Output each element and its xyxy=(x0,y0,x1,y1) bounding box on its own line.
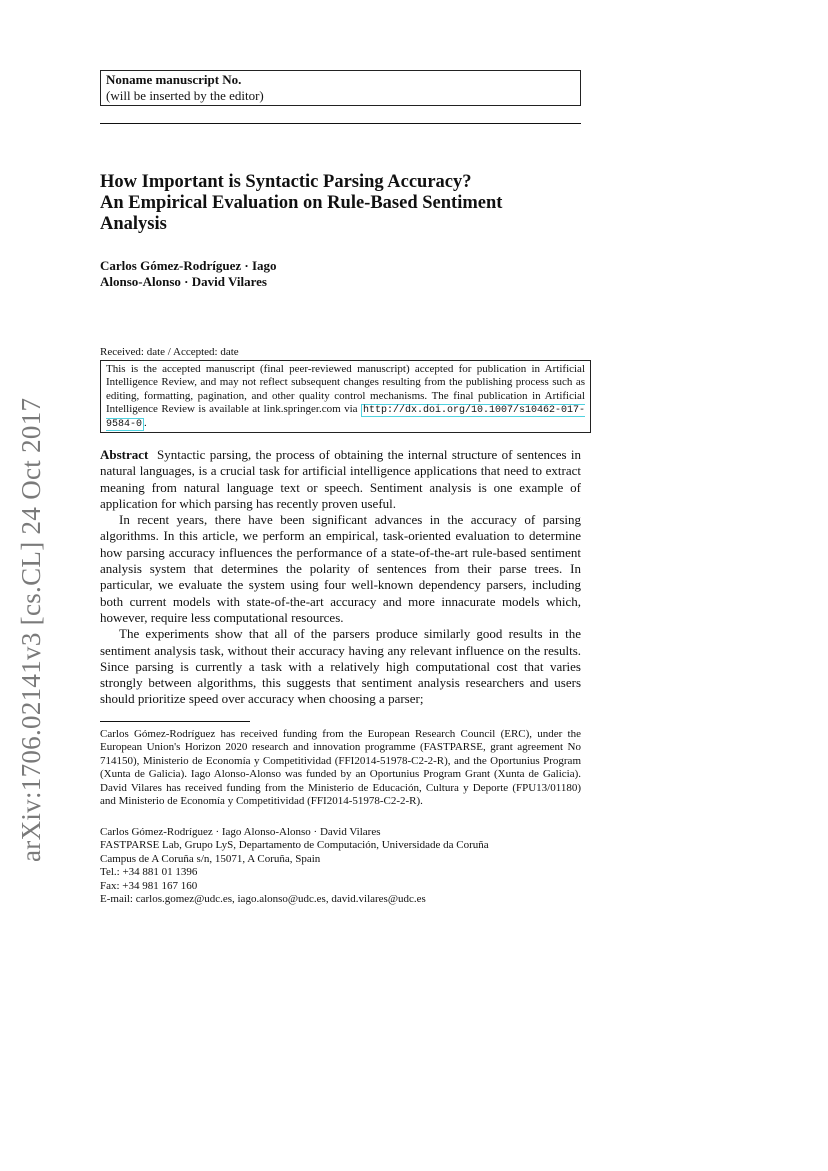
doi-link[interactable]: http://dx.doi.org/10.1007/s10462-017-9584-0 xyxy=(106,404,585,431)
received-accepted-date: Received: date / Accepted: date xyxy=(100,346,239,358)
abstract xyxy=(100,447,581,708)
affiliation-fax: Fax: +34 981 167 160 xyxy=(100,879,198,892)
abstract-paragraph-1-text: Syntactic parsing, the process of obtaining the internal structure of sentences in natural languages, is a crucial task for artificial intelligence applications that need to extract meaning from natural language text or speech. Sentiment analysis is one example of application for which parsing has recently proven useful. xyxy=(100,447,581,511)
authors-line-2: Alonso-Alonso · David Vilares xyxy=(100,274,267,289)
affiliation-email: E-mail: carlos.gomez@udc.es, iago.alonso@udc.es, david.vilares@udc.es xyxy=(100,893,426,906)
paper-title xyxy=(100,172,580,235)
title-line-2: An Empirical Evaluation on Rule-Based Sentiment xyxy=(100,193,503,213)
affiliation-lab: FASTPARSE Lab, Grupo LyS, Departamento de Computación, Universidade da Coruña xyxy=(100,839,489,852)
accepted-note-end: . xyxy=(144,417,147,430)
footnote-rule xyxy=(100,721,250,722)
header-rule xyxy=(100,123,581,124)
authors-line-1: Carlos Gómez-Rodríguez · Iago xyxy=(100,258,277,273)
title-line-3: Analysis xyxy=(100,214,167,234)
abstract-paragraph-1 xyxy=(100,447,581,512)
manuscript-editor-note: (will be inserted by the editor) xyxy=(106,88,264,103)
title-line-1: How Important is Syntactic Parsing Accuracy? xyxy=(100,172,472,192)
abstract-paragraph-3: The experiments show that all of the parsers produce similarly good results in the sentiment analysis task, without their accuracy having any relevant influence on the results. Since parsing is currently a task with a relatively high computational cost that varies strongly between algorithms, this suggests that sentiment analysis researchers and users should prioritize speed over accuracy when choosing a parser; xyxy=(100,626,581,707)
manuscript-number-label: Noname manuscript No. xyxy=(106,72,242,87)
abstract-paragraph-2: In recent years, there have been significant advances in the accuracy of parsing algorithms. In this article, we perform an empirical, task-oriented evaluation to determine how parsing accuracy influences the performance of a state-of-the-art rule-based sentiment analysis system that determines the polarity of sentences from their parse trees. In particular, we evaluate the system using four well-known dependency parsers, including both current models with state-of-the-art accuracy and more innacurate models which, however, require less computational resources. xyxy=(100,512,581,625)
accepted-manuscript-note xyxy=(100,360,591,433)
manuscript-number-box xyxy=(100,70,581,106)
affiliation-address: Campus de A Coruña s/n, 15071, A Coruña, Spain xyxy=(100,852,321,865)
funding-footnote: Carlos Gómez-Rodríguez has received funding from the European Research Council (ERC), under the European Union's Horizon 2020 research and innovation programme (FASTPARSE, grant agreement No 714150), Ministerio de Economía y Competitividad (FFI2014-51978-C2-2-R), and the Oportunius Program (Xunta de Galicia). Iago Alonso-Alonso was funded by an Oportunius Program Grant (Xunta de Galicia). David Vilares has received funding from the Ministerio de Educación, Cultura y Deporte (FPU13/01180) and Ministerio de Economía y Competitividad (FFI2014-51978-C2-2-R). xyxy=(100,728,581,808)
abstract-heading: Abstract xyxy=(100,447,149,462)
affiliation-tel: Tel.: +34 881 01 1396 xyxy=(100,866,198,879)
author-affiliation xyxy=(100,826,581,906)
arxiv-identifier: arXiv:1706.02141v3 [cs.CL] 24 Oct 2017 xyxy=(16,397,46,862)
accepted-note-text: This is the accepted manuscript (final peer-reviewed manuscript) accepted for publication in Artificial Intelligence Review, and may not reflect subsequent changes resulting from the publishing process such as editing, formatting, pagination, and other quality control mechanisms. The final publication in Artificial Intelligence Review is available at link.springer.com via xyxy=(106,363,585,415)
affiliation-names: Carlos Gómez-Rodríguez · Iago Alonso-Alonso · David Vilares xyxy=(100,826,381,838)
author-list xyxy=(100,258,360,290)
